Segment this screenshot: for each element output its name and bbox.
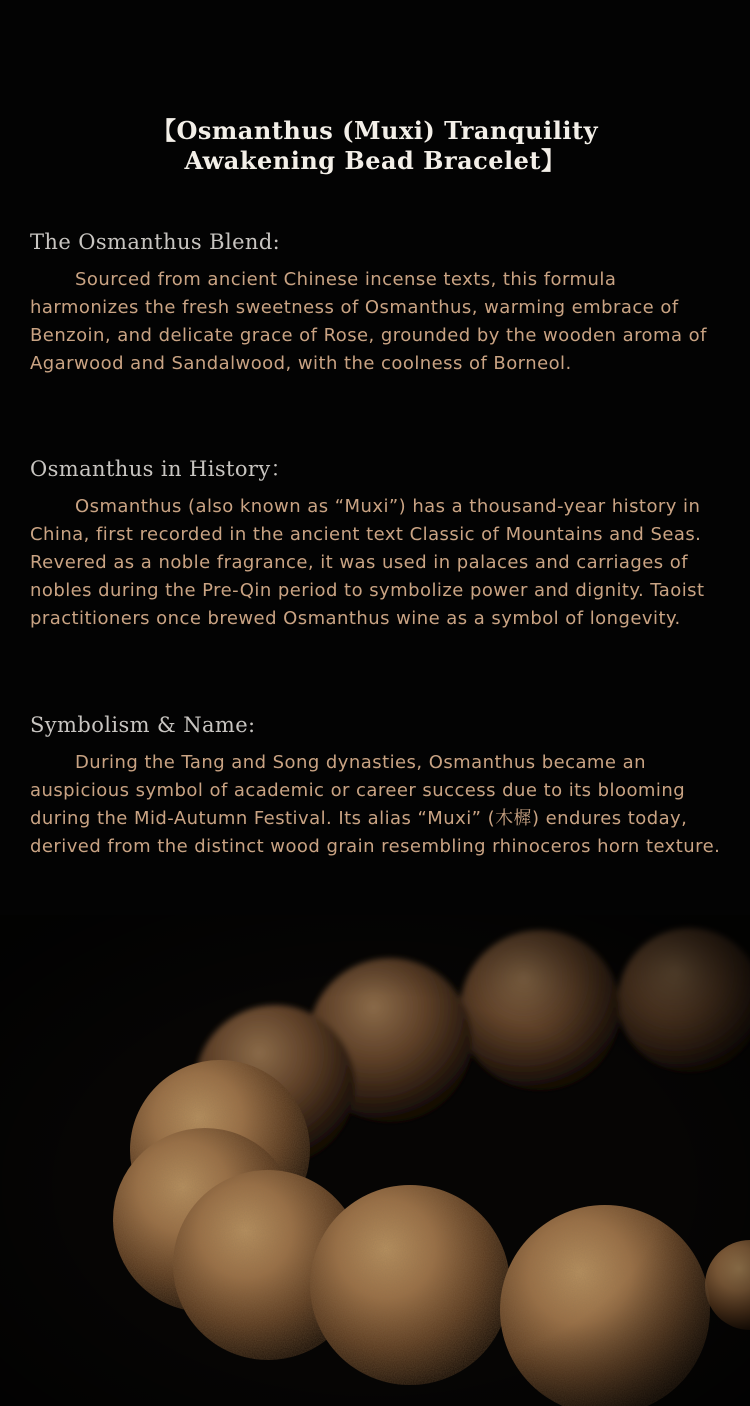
bracelet-photo (0, 915, 750, 1406)
section-body-history: Osmanthus (also known as “Muxi”) has a thousand-year history in China, first recorded in the ancient text Classic of Mountains and Seas. Revered as a noble fragrance, it was used in palaces and carriages of nobles during the Pre-Qin period to symbolize power and dignity. Taoist practitioners once brewed Osmanthus wine as a symbol of longevity. (30, 496, 705, 629)
product-title (0, 116, 750, 176)
section-body-symbolism: During the Tang and Song dynasties, Osmanthus became an auspicious symbol of academic or career success due to its blooming during the Mid-Autumn Festival. Its alias “Muxi” (木樨) endures today, derived from the distinct wood grain resembling rhinoceros horn texture. (30, 752, 721, 857)
section-heading-blend: The Osmanthus Blend: (30, 230, 281, 254)
bead-bracelet-illustration (0, 915, 750, 1406)
product-title-line-2: Awakening Bead Bracelet】 (184, 146, 566, 175)
section-heading-symbolism: Symbolism & Name: (30, 713, 256, 737)
section-body-blend: Sourced from ancient Chinese incense texts, this formula harmonizes the fresh sweetness of Osmanthus, warming embrace of Benzoin, and delicate grace of Rose, grounded by the wooden aroma of Agarwood and Sandalwood, with the coolness of Borneol. (30, 269, 707, 374)
section-heading-history: Osmanthus in History： (30, 457, 292, 481)
product-title-line-1: 【Osmanthus (Muxi) Tranquility (151, 116, 599, 145)
